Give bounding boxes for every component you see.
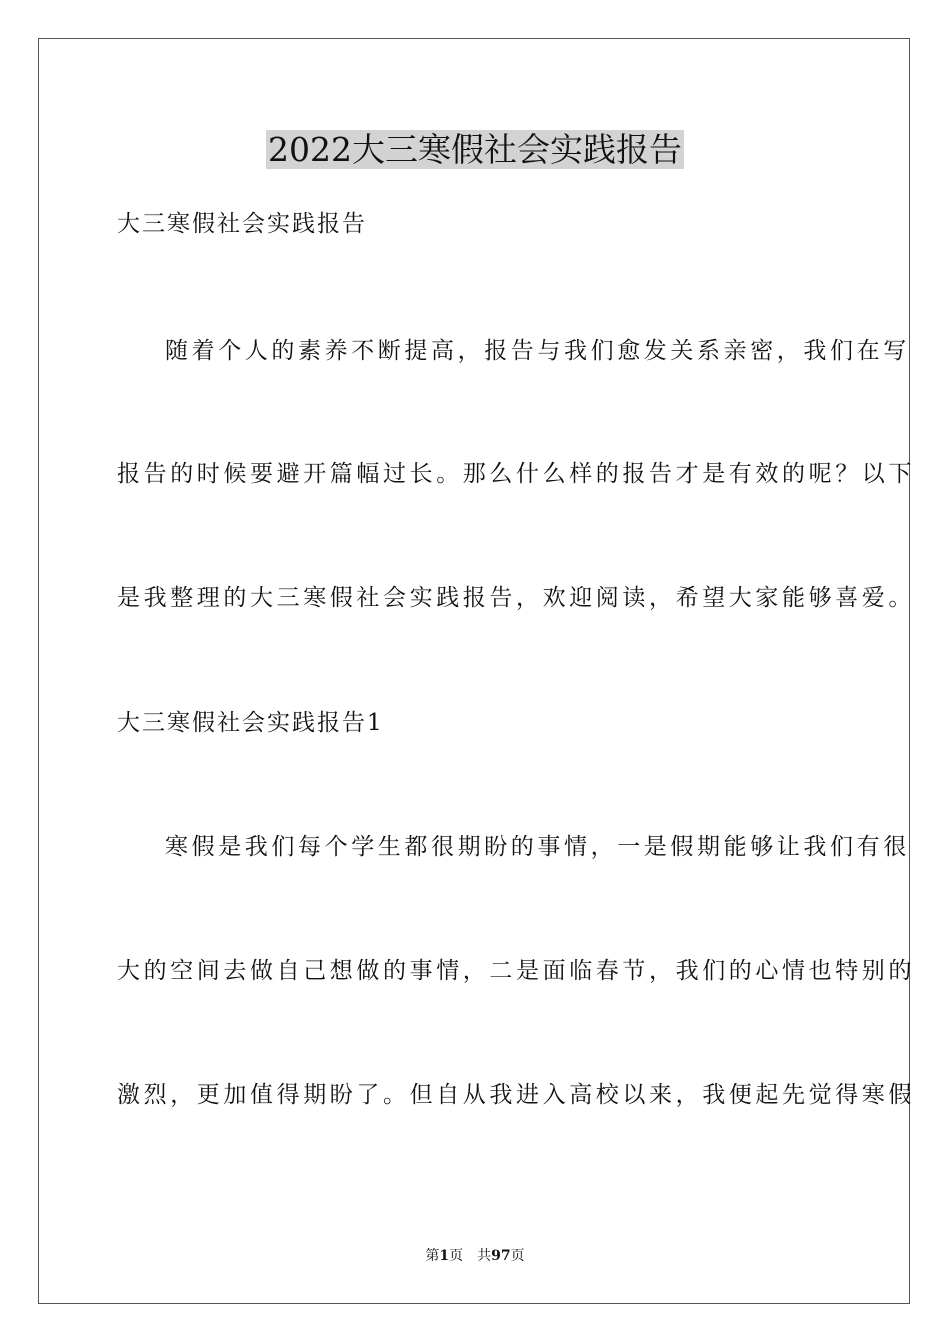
intro-line-3: 是我整理的大三寒假社会实践报告，欢迎阅读，希望大家能够喜爱。	[117, 585, 915, 611]
section-line-1: 寒假是我们每个学生都很期盼的事情，一是假期能够让我们有很	[165, 834, 910, 860]
footer-page-prefix: 第	[425, 1248, 440, 1264]
footer-page-suffix: 页	[449, 1248, 464, 1264]
document-title-text: 2022大三寒假社会实践报告	[268, 130, 682, 169]
section-line-3: 激烈，更加值得期盼了。但自从我进入高校以来，我便起先觉得寒假	[117, 1082, 915, 1108]
footer-total-pages: 97	[491, 1248, 511, 1264]
document-subtitle: 大三寒假社会实践报告	[117, 211, 367, 237]
intro-line-1: 随着个人的素养不断提高，报告与我们愈发关系亲密，我们在写	[165, 338, 910, 364]
document-title	[0, 128, 950, 172]
section-heading: 大三寒假社会实践报告1	[117, 710, 384, 736]
intro-line-2: 报告的时候要避开篇幅过长。那么什么样的报告才是有效的呢？以下	[117, 461, 915, 487]
section-line-2: 大的空间去做自己想做的事情，二是面临春节，我们的心情也特别的	[117, 958, 915, 984]
page-footer	[0, 1247, 950, 1265]
footer-page-number: 1	[439, 1248, 450, 1264]
footer-total-prefix: 共	[477, 1248, 492, 1264]
footer-total-suffix: 页	[510, 1248, 525, 1264]
